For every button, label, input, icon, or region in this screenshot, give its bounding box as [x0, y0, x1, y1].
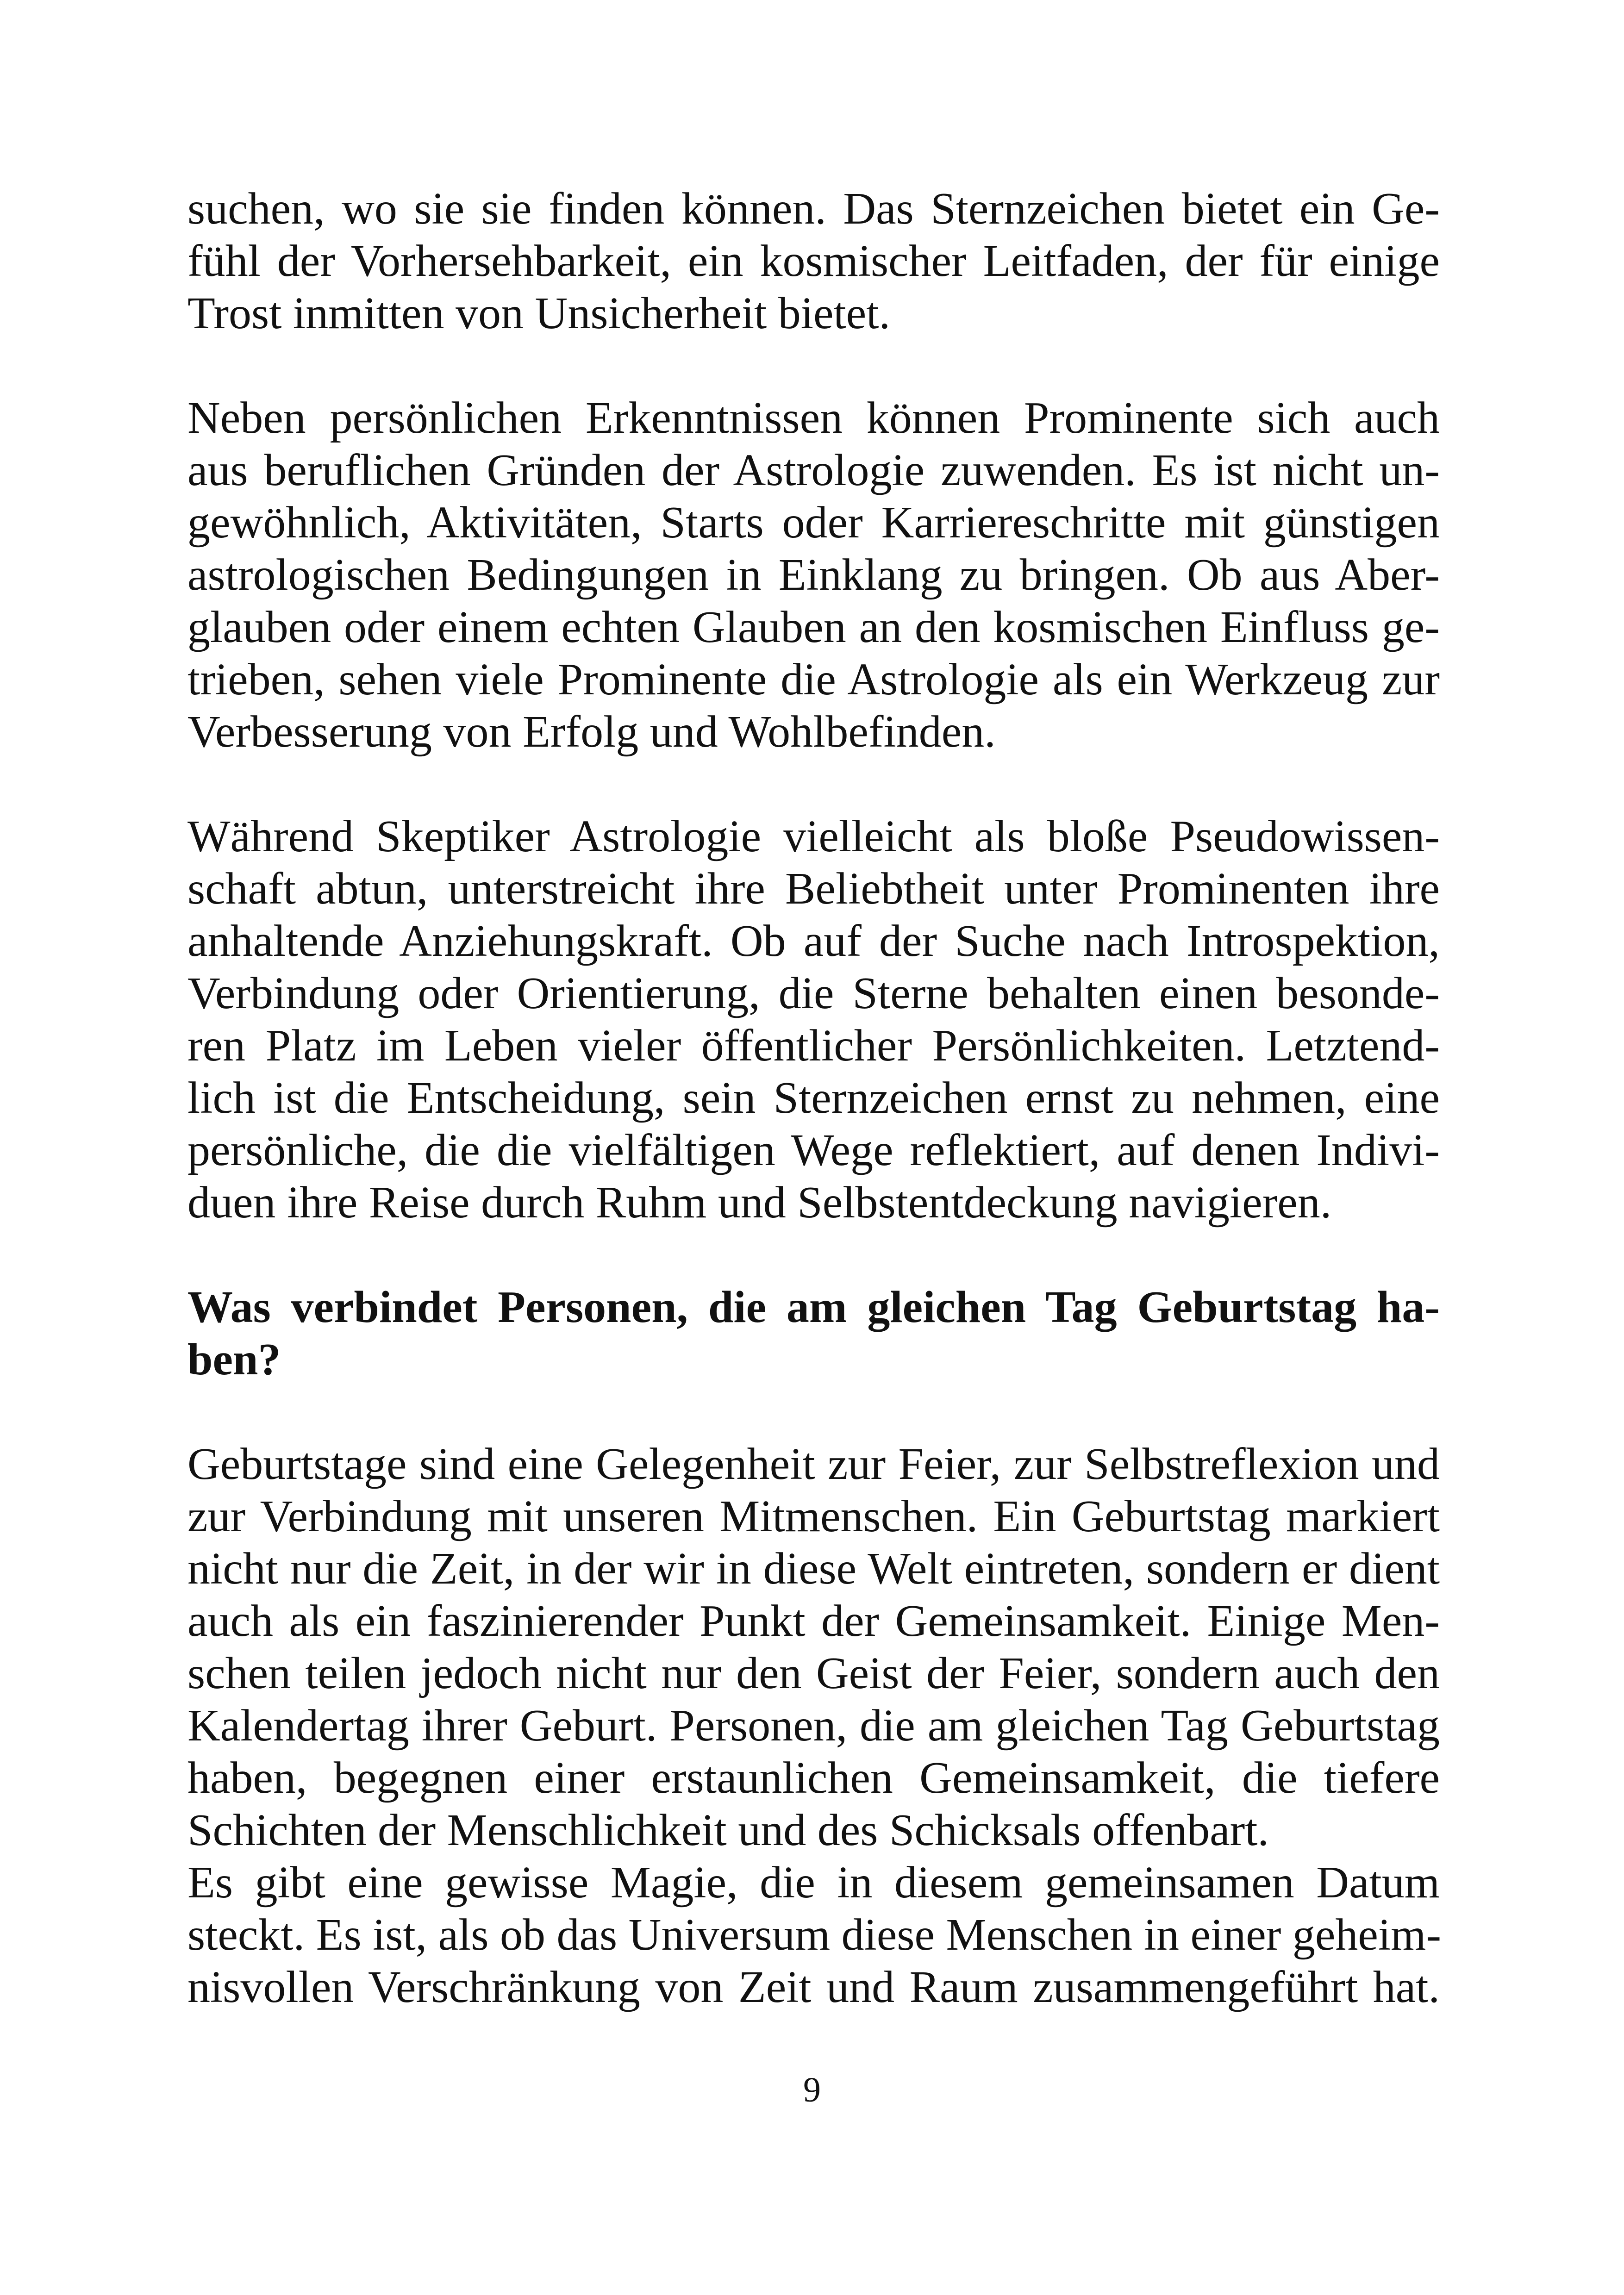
heading-line: ben? [187, 1335, 281, 1384]
text-line: haben, begegnen einer erstaunlichen Gemeinsamkeit, die tiefere [187, 1753, 1440, 1803]
text-line: steckt. Es ist, als ob das Universum diese Menschen in einer geheim- [187, 1910, 1441, 1960]
text-line: aus beruflichen Gründen der Astrologie zuwenden. Es ist nicht un- [187, 445, 1440, 495]
page-number: 9 [803, 2070, 821, 2109]
paragraph [187, 1857, 1440, 2014]
text-line: Verbindung oder Orientierung, die Sterne behalten einen besonde- [187, 968, 1440, 1018]
text-line: fühl der Vorhersehbarkeit, ein kosmischer Leitfaden, der für einige [187, 236, 1440, 286]
paragraph-gap [187, 758, 1440, 811]
text-line: nicht nur die Zeit, in der wir in diese Welt eintreten, sondern er dient [187, 1544, 1440, 1594]
paragraph [187, 183, 1440, 340]
paragraph [187, 1438, 1440, 1857]
text-line: schen teilen jedoch nicht nur den Geist der Feier, sondern auch den [187, 1648, 1440, 1698]
text-line: anhaltende Anziehungskraft. Ob auf der Suche nach Introspektion, [187, 916, 1440, 966]
paragraph-gap [187, 1386, 1440, 1438]
paragraph-gap [187, 340, 1440, 392]
text-line: duen ihre Reise durch Ruhm und Selbstentdeckung navigieren. [187, 1178, 1332, 1228]
text-line: Es gibt eine gewisse Magie, die in diesem gemeinsamen Datum [187, 1858, 1440, 1908]
text-line: auch als ein faszinierender Punkt der Gemeinsamkeit. Einige Men- [187, 1596, 1440, 1646]
page-body [187, 183, 1440, 2014]
text-line: Trost inmitten von Unsicherheit bietet. [187, 288, 890, 338]
text-line: suchen, wo sie sie finden können. Das Sternzeichen bietet ein Ge- [187, 184, 1440, 234]
text-line: Während Skeptiker Astrologie vielleicht als bloße Pseudowissen- [187, 811, 1440, 861]
text-line: persönliche, die die vielfältigen Wege reflektiert, auf denen Indivi- [187, 1125, 1440, 1175]
text-line: zur Verbindung mit unseren Mitmenschen. Ein Geburtstag markiert [187, 1491, 1440, 1541]
text-line: schaft abtun, unterstreicht ihre Beliebtheit unter Prominenten ihre [187, 864, 1440, 914]
paragraph-gap [187, 1229, 1440, 1281]
text-line: Schichten der Menschlichkeit und des Schicksals offenbart. [187, 1805, 1269, 1855]
text-line: Neben persönlichen Erkenntnissen können Prominente sich auch [187, 393, 1440, 443]
text-line: glauben oder einem echten Glauben an den kosmischen Einfluss ge- [187, 602, 1440, 652]
text-line: nisvollen Verschränkung von Zeit und Raum zusammengeführt hat. [187, 1962, 1440, 2012]
paragraph [187, 811, 1440, 1229]
text-line: Kalendertag ihrer Geburt. Personen, die am gleichen Tag Geburtstag [187, 1701, 1440, 1751]
text-line: trieben, sehen viele Prominente die Astrologie als ein Werkzeug zur [187, 655, 1440, 705]
heading-line: Was verbindet Personen, die am gleichen Tag Geburtstag ha- [187, 1282, 1440, 1332]
text-line: ren Platz im Leben vieler öffentlicher Persönlichkeiten. Letztend- [187, 1021, 1440, 1071]
text-line: lich ist die Entscheidung, sein Sternzeichen ernst zu nehmen, eine [187, 1073, 1440, 1123]
text-line: Geburtstage sind eine Gelegenheit zur Feier, zur Selbstreflexion und [187, 1439, 1440, 1489]
paragraph [187, 392, 1440, 758]
section-heading [187, 1281, 1440, 1386]
text-line: astrologischen Bedingungen in Einklang zu bringen. Ob aus Aber- [187, 550, 1440, 600]
text-line: Verbesserung von Erfolg und Wohlbefinden. [187, 707, 996, 757]
text-line: gewöhnlich, Aktivitäten, Starts oder Karriereschritte mit günstigen [187, 498, 1440, 548]
